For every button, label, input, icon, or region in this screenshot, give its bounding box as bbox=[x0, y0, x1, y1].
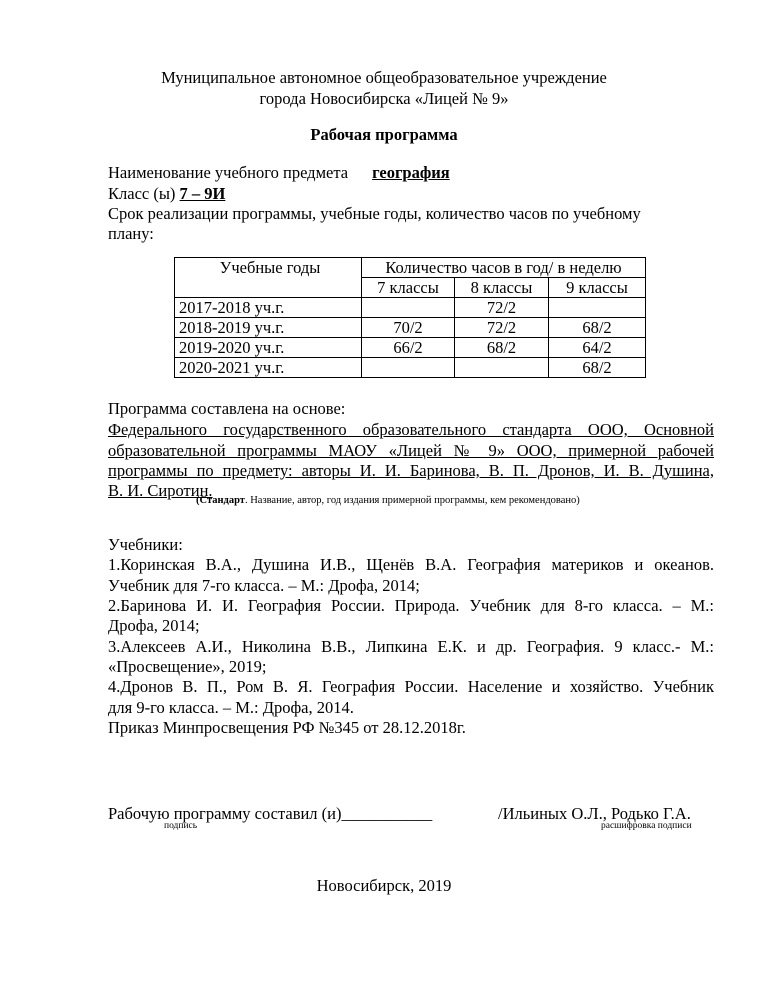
term-line-1: Срок реализации программы, учебные годы, количество часов по учебному bbox=[108, 204, 641, 223]
composers-names: /Ильиных О.Л., Родько Г.А. bbox=[498, 804, 691, 823]
hours-cell bbox=[362, 298, 455, 318]
grade-label: Класс (ы) bbox=[108, 184, 176, 203]
hours-cell: 68/2 bbox=[455, 338, 549, 358]
textbook-line: 4.Дронов В. П., Ром В. Я. География России. Население и хозяйство. Учебник bbox=[108, 677, 714, 696]
subject-row bbox=[108, 162, 450, 183]
signature-decode-caption: расшифровка подписи bbox=[601, 821, 692, 831]
table-row bbox=[175, 338, 646, 358]
hours-cell bbox=[455, 358, 549, 378]
signature-caption: подпись bbox=[164, 821, 198, 831]
textbook-line: Дрофа, 2014; bbox=[108, 616, 200, 635]
document-title: Рабочая программа bbox=[310, 125, 458, 144]
year-cell: 2017-2018 уч.г. bbox=[175, 298, 362, 318]
textbook-line: «Просвещение», 2019; bbox=[108, 657, 267, 676]
basis-note-rest: . Название, автор, год издания примерной программы, кем рекомендовано) bbox=[244, 495, 580, 506]
textbook-line: 3.Алексеев А.И., Николина В.В., Липкина Е.К. и др. География. 9 класс.- М.: bbox=[108, 637, 714, 656]
year-cell: 2020-2021 уч.г. bbox=[175, 358, 362, 378]
grade-row bbox=[108, 183, 225, 204]
table-row bbox=[175, 318, 646, 338]
institution-line-2: города Новосибирска «Лицей № 9» bbox=[259, 89, 509, 108]
basis-note bbox=[196, 494, 580, 507]
term-line-2: плану: bbox=[108, 224, 154, 243]
hours-table bbox=[174, 257, 646, 378]
hours-cell bbox=[362, 358, 455, 378]
hours-group-header: Количество часов в год/ в неделю bbox=[362, 258, 646, 278]
hours-cell: 66/2 bbox=[362, 338, 455, 358]
textbook-line: 1.Коринская В.А., Душина И.В., Щенёв В.А. География материков и океанов. bbox=[108, 555, 714, 574]
table-header-row bbox=[175, 258, 646, 278]
hours-cell: 68/2 bbox=[549, 318, 646, 338]
basis-note-bold: (Стандарт bbox=[196, 495, 245, 506]
hours-cell: 72/2 bbox=[455, 318, 549, 338]
table-row bbox=[175, 298, 646, 318]
composed-by-label: Рабочую программу составил (и)___________ bbox=[108, 804, 433, 823]
col-7-header: 7 классы bbox=[362, 278, 455, 298]
col-9-header: 9 классы bbox=[549, 278, 646, 298]
table-row bbox=[175, 358, 646, 378]
place-and-year: Новосибирск, 2019 bbox=[316, 876, 452, 895]
col-8-header: 8 классы bbox=[455, 278, 549, 298]
year-cell: 2018-2019 уч.г. bbox=[175, 318, 362, 338]
grade-value: 7 – 9И bbox=[179, 184, 226, 203]
years-header: Учебные годы bbox=[175, 258, 362, 298]
hours-cell bbox=[549, 298, 646, 318]
year-cell: 2019-2020 уч.г. bbox=[175, 338, 362, 358]
basis-line-1: Федерального государственного образовательного стандарта ООО, Основной bbox=[108, 420, 714, 439]
hours-cell: 72/2 bbox=[455, 298, 549, 318]
textbook-line: для 9-го класса. – М.: Дрофа, 2014. bbox=[108, 698, 354, 717]
textbooks-heading: Учебники: bbox=[108, 535, 183, 554]
textbook-line: 2.Баринова И. И. География России. Природа. Учебник для 8-го класса. – М.: bbox=[108, 596, 714, 615]
basis-line-4: В. И. Сиротин. bbox=[108, 481, 213, 500]
order-line: Приказ Минпросвещения РФ №345 от 28.12.2018г. bbox=[108, 718, 466, 737]
textbook-line: Учебник для 7-го класса. – М.: Дрофа, 2014; bbox=[108, 576, 420, 595]
subject-value: география bbox=[372, 163, 450, 182]
basis-line-2: образовательной программы МАОУ «Лицей № 9» ООО, примерной рабочей bbox=[108, 441, 714, 460]
hours-cell: 70/2 bbox=[362, 318, 455, 338]
hours-cell: 68/2 bbox=[549, 358, 646, 378]
hours-cell: 64/2 bbox=[549, 338, 646, 358]
subject-label: Наименование учебного предмета bbox=[108, 163, 349, 182]
basis-line-3: программы по предмету: авторы И. И. Баринова, В. П. Дронов, И. В. Душина, bbox=[108, 461, 714, 480]
basis-intro: Программа составлена на основе: bbox=[108, 399, 346, 418]
institution-line-1: Муниципальное автономное общеобразовательное учреждение bbox=[161, 68, 607, 87]
